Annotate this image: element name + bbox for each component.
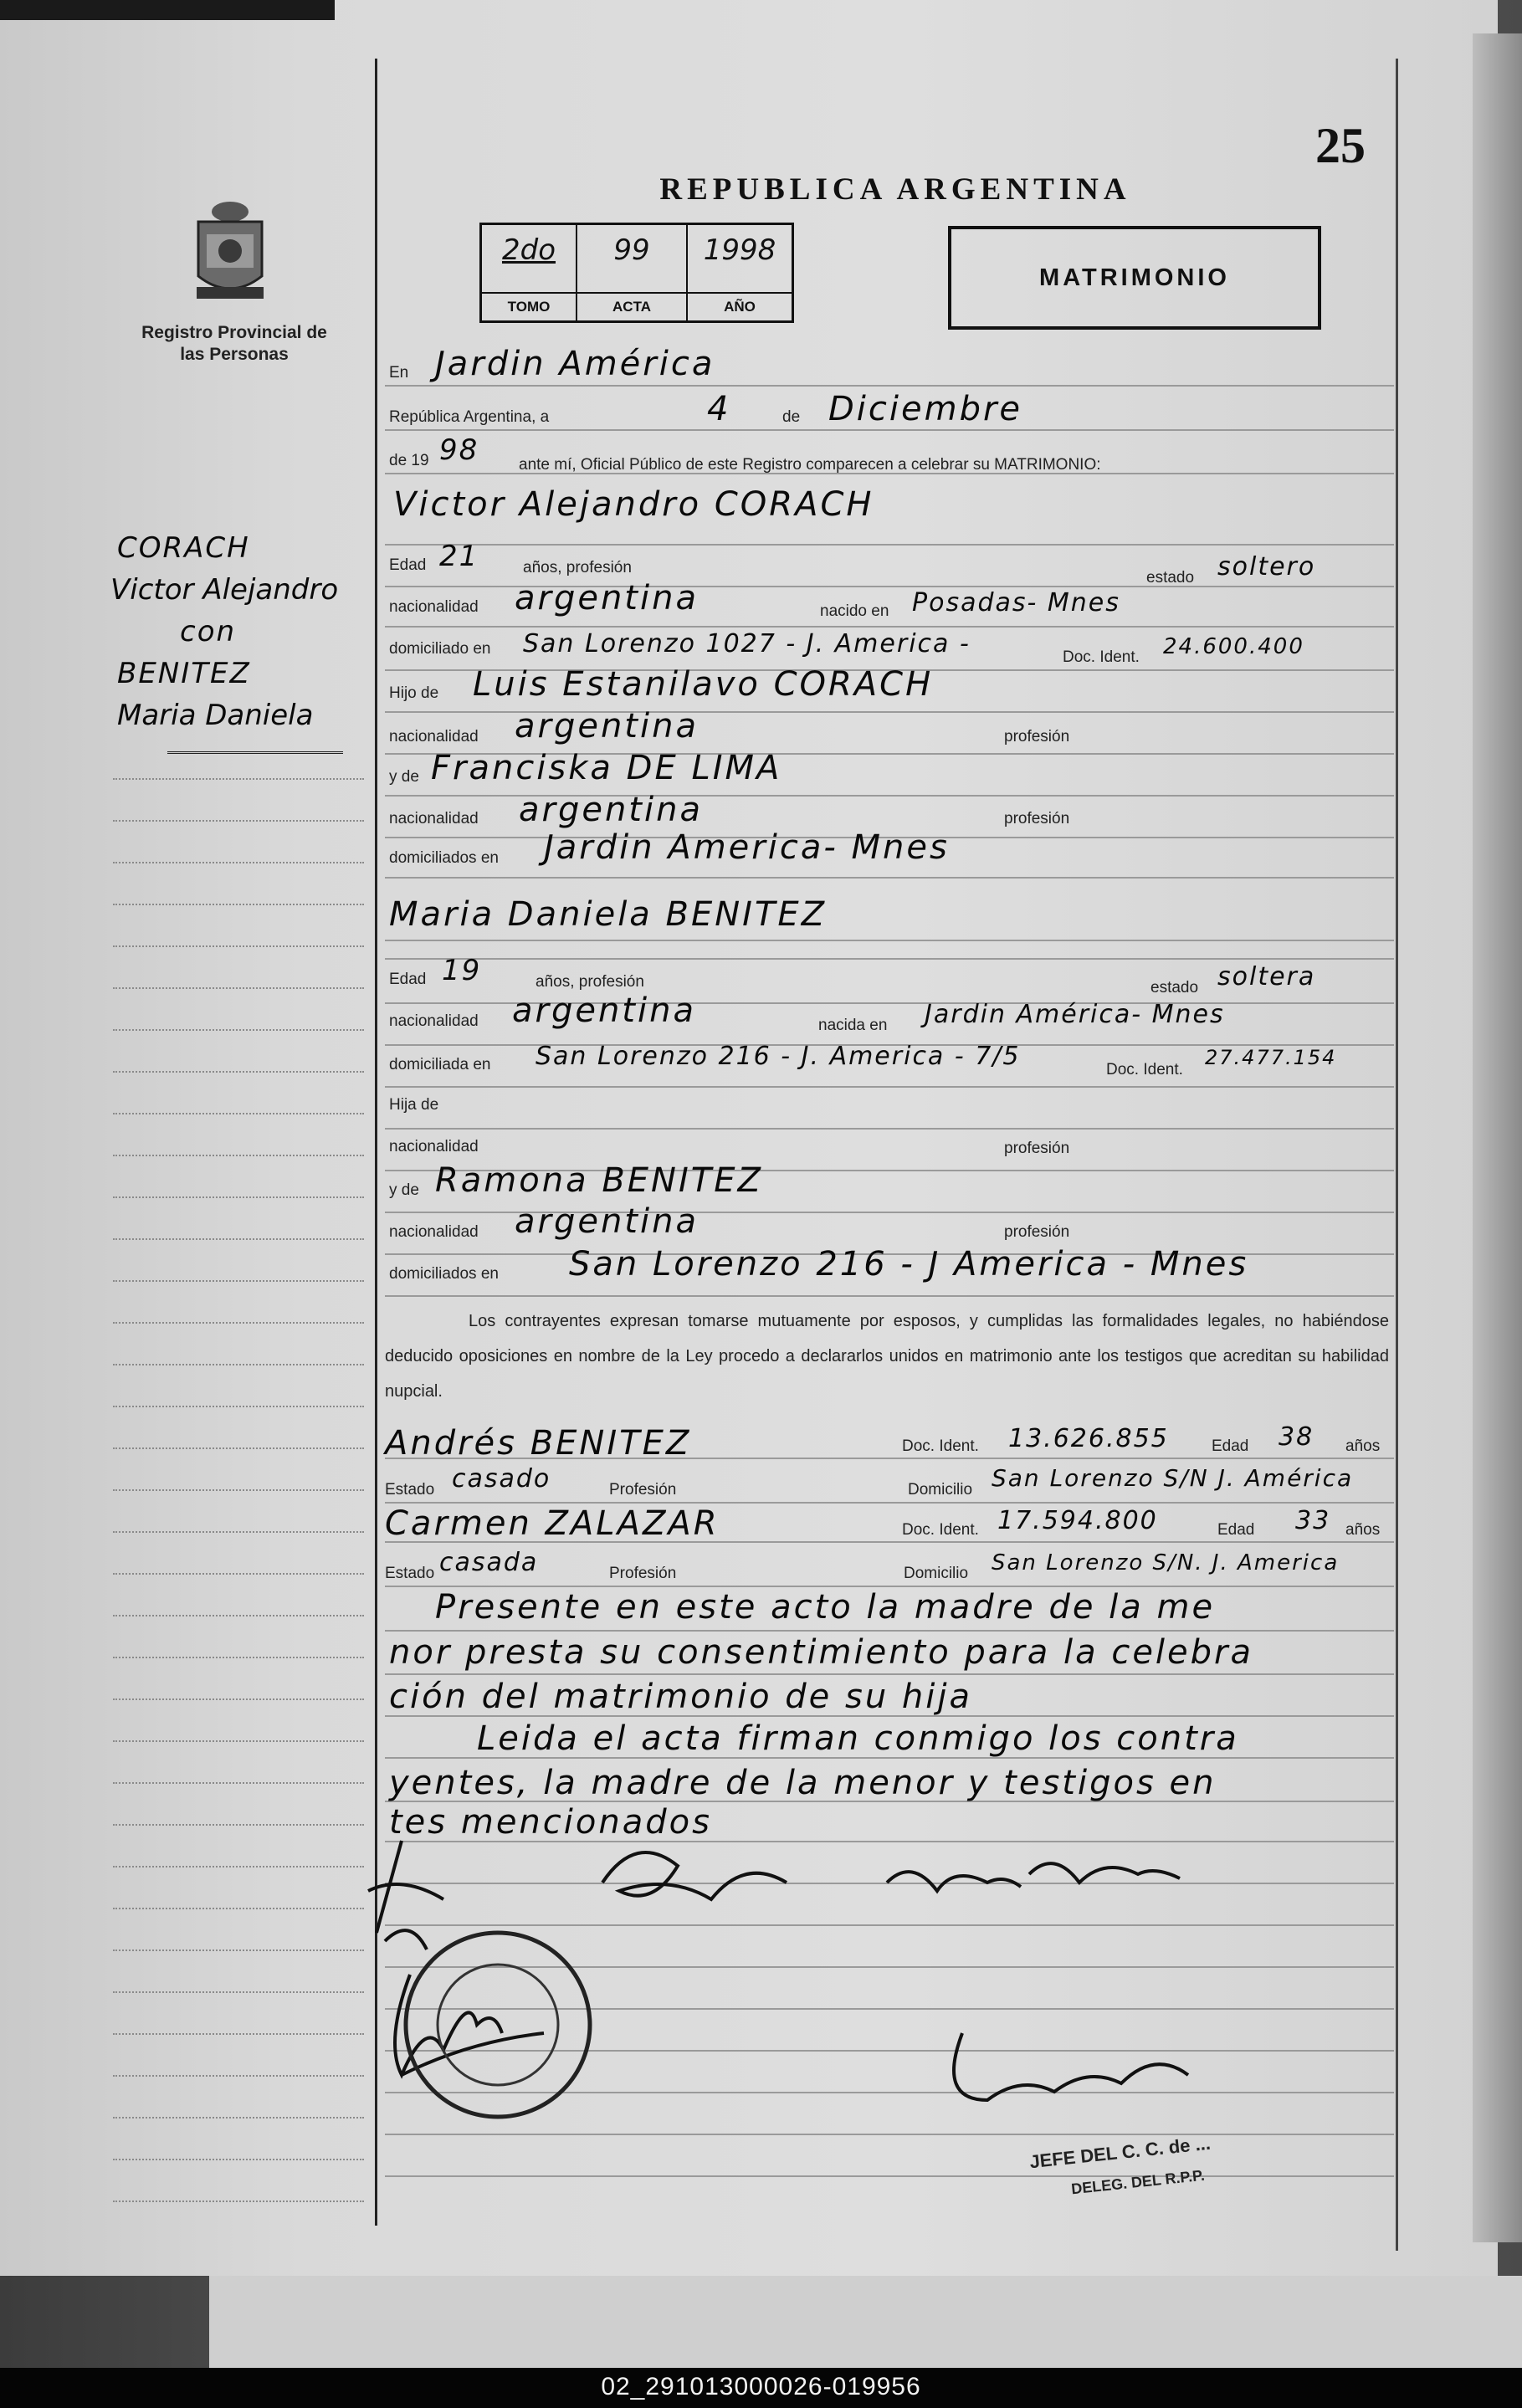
de-label: de: [782, 408, 801, 426]
acta-box: [479, 223, 794, 323]
signature-officer: [602, 1852, 787, 1899]
witness-1-age: 38: [1279, 1422, 1314, 1452]
note-line-2: nor presta su consentimiento para la celebra: [389, 1633, 1253, 1672]
bride-nacida-label: nacida en: [818, 1017, 888, 1034]
stamp-line-1: JEFE DEL C. C. de ...: [1028, 2132, 1212, 2173]
witness-2-domicilio: San Lorenzo S/N. J. America: [992, 1550, 1340, 1575]
ano-label: AÑO: [724, 299, 756, 315]
image-id: 02_291013000026-019956: [601, 2373, 921, 2400]
bride-mother-profesion-label: profesión: [1004, 1223, 1070, 1241]
provincial-seal-icon: [188, 197, 272, 305]
margin-rule: [113, 1782, 364, 1784]
witness-2-age: 33: [1295, 1506, 1331, 1535]
bride-y-de-label: y de: [389, 1181, 419, 1199]
year-prefix-label: de 19: [389, 452, 429, 469]
month-value: Diciembre: [828, 390, 1023, 428]
groom-mother-nacionalidad: argentina: [519, 791, 703, 829]
margin-note-surname: CORACH: [117, 531, 250, 565]
margin-rule: [113, 2201, 364, 2202]
groom-parents-dom-label: domiciliados en: [389, 849, 499, 867]
witness-2-profesion-label: Profesión: [609, 1565, 677, 1582]
groom-nacido-label: nacido en: [820, 602, 889, 620]
groom-profesion-label: años, profesión: [523, 559, 632, 576]
bride-nacionalidad: argentina: [512, 991, 696, 1030]
year-suffix-value: 98: [439, 433, 479, 467]
witness-1-profesion-label: Profesión: [609, 1481, 677, 1499]
witness-1-domicilio: San Lorenzo S/N J. América: [992, 1464, 1354, 1492]
margin-rule: [113, 2033, 364, 2035]
groom-father-nacionalidad: argentina: [515, 707, 699, 745]
form-rule: [385, 1086, 1394, 1088]
margin-note-name: Victor Alejandro: [110, 573, 339, 607]
acta-cell: [577, 225, 688, 320]
tomo-cell: [482, 225, 577, 320]
margin-rule: [113, 1196, 364, 1198]
margin-rule: [113, 1824, 364, 1826]
form-rule: [385, 877, 1394, 879]
signature-bride: [395, 1975, 544, 2075]
witness-1-doc: 13.626.855: [1008, 1424, 1169, 1453]
margin-note-con: con: [180, 615, 237, 648]
note-line-6: tes mencionados: [389, 1803, 712, 1842]
bride-mother-nacionalidad: argentina: [515, 1202, 699, 1241]
place-value: Jardin América: [435, 345, 715, 383]
witness-2-estado-label: Estado: [385, 1565, 435, 1582]
margin-rule: [113, 778, 364, 780]
witness-2-edad-label: Edad: [1217, 1521, 1255, 1539]
witness-2-name: Carmen ZALAZAR: [385, 1504, 720, 1543]
margin-rule: [113, 1573, 364, 1575]
groom-domicilio-label: domiciliado en: [389, 640, 491, 658]
margin-rule: [113, 1531, 364, 1533]
groom-estado: soltero: [1217, 552, 1316, 582]
signature-mother: [954, 2033, 1188, 2100]
bride-doc-label: Doc. Ident.: [1106, 1061, 1183, 1078]
groom-nacido: Posadas- Mnes: [912, 588, 1120, 617]
witness-1-domicilio-label: Domicilio: [908, 1481, 973, 1499]
bride-profesion-label: años, profesión: [536, 973, 644, 991]
form-rule: [385, 1502, 1394, 1504]
groom-father: Luis Estanilavo CORACH: [473, 665, 934, 704]
margin-rule: [113, 1029, 364, 1031]
groom-mother-nac-label: nacionalidad: [389, 810, 479, 827]
margin-note-surname-2: BENITEZ: [117, 657, 251, 690]
margin-rule: [113, 2159, 364, 2160]
margin-rule: [113, 2117, 364, 2119]
groom-mother: Franciska DE LIMA: [431, 749, 782, 787]
margin-rule: [113, 1322, 364, 1324]
acta-label: ACTA: [612, 299, 651, 315]
margin-rule: [113, 1447, 364, 1449]
bride-name: Maria Daniela BENITEZ: [389, 895, 828, 934]
form-rule: [385, 940, 1394, 941]
registry-name: Registro Provincial de las Personas: [141, 323, 327, 364]
bride-estado: soltera: [1217, 962, 1316, 991]
groom-father-profesion-label: profesión: [1004, 728, 1070, 745]
margin-rule: [113, 1238, 364, 1240]
signature-witness-2: [1029, 1863, 1180, 1883]
margin-rule: [113, 904, 364, 905]
margin-rule: [113, 1740, 364, 1742]
en-label: En: [389, 364, 409, 382]
groom-estado-label: estado: [1146, 569, 1195, 587]
country-title: REPUBLICA ARGENTINA: [659, 172, 1131, 207]
form-rule: [385, 958, 1394, 960]
form-rule: [385, 1673, 1394, 1675]
margin-rule: [113, 820, 364, 822]
acta-value: 99: [613, 233, 650, 267]
bride-father-nac-label: nacionalidad: [389, 1138, 479, 1155]
record-type-box: MATRIMONIO: [948, 226, 1321, 330]
margin-rule: [113, 1071, 364, 1073]
bride-hija-label: Hija de: [389, 1096, 439, 1114]
bride-mother: Ramona BENITEZ: [435, 1161, 763, 1200]
groom-edad-label: Edad: [389, 556, 427, 574]
groom-nacionalidad: argentina: [515, 579, 699, 617]
margin-rule: [113, 1657, 364, 1658]
ano-value: 1998: [703, 233, 776, 267]
form-rule: [385, 1295, 1394, 1297]
groom-nacionalidad-label: nacionalidad: [389, 598, 479, 616]
margin-note-underline: [167, 751, 343, 754]
form-rule: [385, 429, 1394, 431]
groom-doc: 24.600.400: [1163, 634, 1304, 659]
form-rule: [385, 1128, 1394, 1130]
margin-note-name-2: Maria Daniela: [117, 699, 314, 732]
bride-domicilio-label: domiciliada en: [389, 1056, 491, 1073]
margin-rule: [113, 1866, 364, 1867]
margin-rule: [113, 2075, 364, 2077]
page-number: 25: [1315, 118, 1366, 173]
form-rule: [385, 1586, 1394, 1587]
day-value: 4: [707, 390, 731, 428]
signatures: [351, 1824, 1406, 2209]
ante-mi-text: ante mí, Oficial Público de este Registro comparecen a celebrar su MATRIMONIO:: [519, 456, 1101, 474]
bride-nacionalidad-label: nacionalidad: [389, 1012, 479, 1030]
note-line-3: ción del matrimonio de su hija: [389, 1678, 972, 1716]
form-rule: [385, 626, 1394, 628]
margin-rule: [113, 1155, 364, 1156]
groom-name: Victor Alejandro CORACH: [393, 485, 874, 524]
witness-1-doc-label: Doc. Ident.: [902, 1437, 979, 1455]
note-line-1: Presente en este acto la madre de la me: [435, 1588, 1216, 1627]
witness-1-name: Andrés BENITEZ: [385, 1424, 692, 1463]
ano-cell: [688, 225, 792, 320]
margin-rule: [113, 1991, 364, 1993]
scan-edge: [0, 0, 335, 20]
signature-groom: [368, 1841, 443, 1949]
margin-rule: [113, 1364, 364, 1365]
note-line-4: Leida el acta firman conmigo los contra: [477, 1719, 1239, 1758]
groom-doc-label: Doc. Ident.: [1063, 648, 1140, 666]
witness-2-estado: casada: [439, 1548, 539, 1577]
form-rule: [385, 385, 1394, 387]
margin-rule: [113, 1489, 364, 1491]
witness-1-estado-label: Estado: [385, 1481, 435, 1499]
groom-y-de-label: y de: [389, 768, 419, 786]
margin-rule: [113, 1949, 364, 1951]
margin-rule: [113, 1113, 364, 1114]
bride-domicilio: San Lorenzo 216 - J. America - 7/5: [536, 1042, 1021, 1071]
margin-rule: [113, 1406, 364, 1407]
groom-mother-profesion-label: profesión: [1004, 810, 1070, 827]
margin-rule: [113, 945, 364, 947]
declaration-text: Los contrayentes expresan tomarse mutuamente por esposos, y cumplidas las formalidades legales, no habiéndose deducido oposiciones en nombre de la Ley procedo a declararlos unidos en matrimonio ante los testigos que acreditan su habilidad nupcial.: [385, 1312, 1389, 1401]
bride-nacida: Jardin América- Mnes: [925, 1000, 1225, 1029]
margin-rule: [113, 1698, 364, 1700]
margin-rule: [113, 1908, 364, 1909]
republica-label: República Argentina, a: [389, 408, 550, 426]
tomo-label: TOMO: [507, 299, 551, 315]
tomo-value: 2do: [501, 233, 556, 267]
groom-father-nac-label: nacionalidad: [389, 728, 479, 745]
page-bottom: [209, 2276, 1522, 2368]
groom-age: 21: [439, 540, 479, 573]
witness-2-doc-label: Doc. Ident.: [902, 1521, 979, 1539]
margin-rule: [113, 1280, 364, 1282]
groom-hijo-label: Hijo de: [389, 684, 439, 702]
groom-domicilio: San Lorenzo 1027 - J. America -: [523, 629, 971, 658]
bride-mother-nac-label: nacionalidad: [389, 1223, 479, 1241]
stamp-line-2: DELEG. DEL R.P.P.: [1070, 2166, 1206, 2198]
form-rule: [385, 544, 1394, 546]
bride-parents-domicilio: San Lorenzo 216 - J America - Mnes: [569, 1245, 1249, 1283]
margin-rule: [113, 862, 364, 863]
margin-rule: [113, 1615, 364, 1616]
witness-2-domicilio-label: Domicilio: [904, 1565, 969, 1582]
note-line-5: yentes, la madre de la menor y testigos en: [389, 1764, 1217, 1802]
bride-doc: 27.477.154: [1205, 1046, 1337, 1069]
witness-1-estado: casado: [452, 1464, 551, 1493]
bride-age: 19: [442, 954, 482, 987]
witness-1-edad-label: Edad: [1212, 1437, 1249, 1455]
bride-edad-label: Edad: [389, 971, 427, 988]
signature-witness-1: [887, 1872, 1021, 1891]
page-edge: [1473, 33, 1522, 2242]
bride-parents-dom-label: domiciliados en: [389, 1265, 499, 1283]
witness-2-anos-label: años: [1345, 1521, 1381, 1539]
witness-2-doc: 17.594.800: [997, 1506, 1158, 1535]
form-rule: [385, 1630, 1394, 1632]
margin-rule: [113, 987, 364, 989]
witness-1-anos-label: años: [1345, 1437, 1381, 1455]
groom-parents-domicilio: Jardin America- Mnes: [544, 828, 950, 867]
bride-estado-label: estado: [1150, 979, 1199, 997]
bride-father-profesion-label: profesión: [1004, 1140, 1070, 1157]
